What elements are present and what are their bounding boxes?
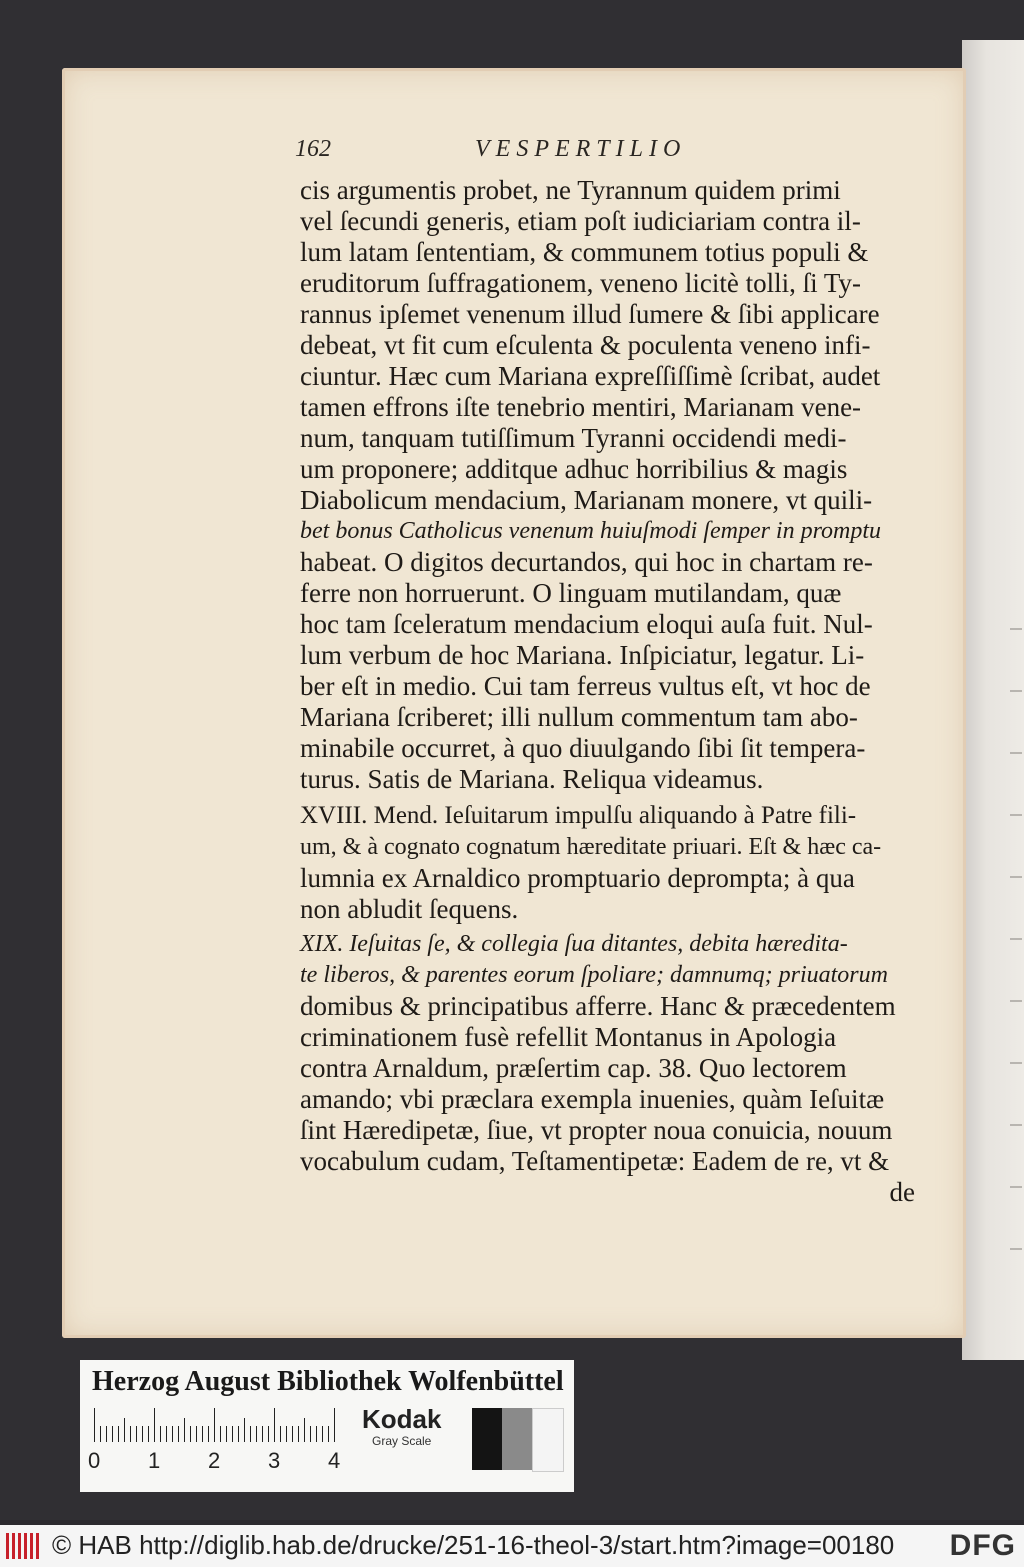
gray-patch-black xyxy=(472,1408,502,1470)
ruler-tick xyxy=(106,1426,107,1442)
ruler-tick xyxy=(286,1426,287,1442)
text-line: non abludit ſequens. xyxy=(300,894,519,924)
ruler-tick xyxy=(202,1426,203,1442)
text-line: lumnia ex Arnaldico promptuario deprompta; à qua xyxy=(300,863,855,893)
footer-bar xyxy=(0,1525,1024,1567)
ruler-tick xyxy=(160,1426,161,1442)
text-line: Diabolicum mendacium, Marianam monere, vt quili- xyxy=(300,485,873,515)
gray-patch-white xyxy=(532,1408,564,1472)
ruler-tick xyxy=(262,1426,263,1442)
ruler-tick xyxy=(220,1426,221,1442)
adjacent-page-marks xyxy=(1010,600,1022,1280)
adjacent-page-edge xyxy=(962,40,1024,1360)
text-line: ſint Hæredipetæ, ſiue, vt propter noua conuicia, nouum xyxy=(300,1115,893,1145)
ruler-tick xyxy=(322,1426,323,1442)
ruler-tick xyxy=(304,1418,305,1442)
text-line: Mariana ſcriberet; illi nullum commentum tam abo- xyxy=(300,702,858,732)
text-line: ferre non horruerunt. O linguam mutilandam, quæ xyxy=(300,578,842,608)
catchword: de xyxy=(889,1177,915,1207)
ruler-tick xyxy=(190,1426,191,1442)
ruler-tick xyxy=(226,1426,227,1442)
ruler-number: 2 xyxy=(208,1448,221,1473)
text-line: contra Arnaldum, præſertim cap. 38. Quo lectorem xyxy=(300,1053,847,1083)
ruler-tick xyxy=(196,1426,197,1442)
text-line: cis argumentis probet, ne Tyrannum quidem primi xyxy=(300,175,841,205)
ruler-tick xyxy=(244,1418,245,1442)
ruler-tick xyxy=(274,1408,275,1442)
ruler-tick xyxy=(112,1426,113,1442)
ruler-tick xyxy=(298,1426,299,1442)
ruler-number: 4 xyxy=(328,1448,341,1473)
ruler-tick xyxy=(142,1426,143,1442)
ruler-tick xyxy=(214,1408,215,1442)
ruler-tick xyxy=(292,1426,293,1442)
running-title: VESPERTILIO xyxy=(475,136,687,162)
ruler-tick xyxy=(184,1418,185,1442)
ruler-tick xyxy=(268,1426,269,1442)
ruler-number: 3 xyxy=(268,1448,281,1473)
text-line: amando; vbi præclara exempla inuenies, quàm Ieſuitæ xyxy=(300,1084,885,1114)
ruler-tick xyxy=(250,1426,251,1442)
ruler-number: 0 xyxy=(88,1448,101,1473)
ruler-tick xyxy=(130,1426,131,1442)
ruler-tick xyxy=(328,1426,329,1442)
text-line: turus. Satis de Mariana. Reliqua videamus. xyxy=(300,764,764,794)
text-line: lum verbum de hoc Mariana. Inſpiciatur, legatur. Li- xyxy=(300,640,865,670)
text-line: bet bonus Catholicus venenum huiuſmodi ſemper in promptu xyxy=(300,518,882,544)
text-line: um, & à cognato cognatum hæreditate priuari. Eſt & hæc ca- xyxy=(300,834,882,860)
text-line: XVIII. Mend. Ieſuitarum impulſu aliquando à Patre fili- xyxy=(300,802,857,829)
kodak-subtitle: Gray Scale xyxy=(372,1434,432,1448)
page-number: 162 xyxy=(295,136,331,162)
ruler-tick xyxy=(124,1418,125,1442)
text-line: habeat. O digitos decurtandos, qui hoc in chartam re- xyxy=(300,547,873,577)
text-line: um proponere; additque adhuc horribilius & magis xyxy=(300,454,848,484)
ruler-tick xyxy=(232,1426,233,1442)
page-header xyxy=(295,136,925,166)
text-line: hoc tam ſceleratum mendacium eloqui auſa fuit. Nul- xyxy=(300,609,873,639)
ruler-tick xyxy=(316,1426,317,1442)
ruler-tick xyxy=(148,1426,149,1442)
ruler-tick xyxy=(118,1426,119,1442)
text-line: tamen effrons iſte tenebrio mentiri, Marianam vene- xyxy=(300,392,862,422)
text-line: lum latam ſententiam, & communem totius populi & xyxy=(300,237,869,267)
library-label-card xyxy=(80,1360,574,1492)
text-line: debeat, vt fit cum eſculenta & poculenta veneno infi- xyxy=(300,330,871,360)
text-line: eruditorum ſuffragationem, veneno licitè tolli, ſi Ty- xyxy=(300,268,861,298)
copyright-url[interactable]: © HAB http://diglib.hab.de/drucke/251-16-theol-3/start.htm?image=00180 xyxy=(52,1530,895,1560)
ruler-tick xyxy=(178,1426,179,1442)
text-line: num, tanquam tutiſſimum Tyranni occidendi medi- xyxy=(300,423,847,453)
text-line: ber eſt in medio. Cui tam ferreus vultus eſt, vt hoc de xyxy=(300,671,871,701)
text-line: domibus & principatibus afferre. Hanc & præcedentem xyxy=(300,991,896,1021)
ruler-tick xyxy=(238,1426,239,1442)
text-line: criminationem fusè refellit Montanus in Apologia xyxy=(300,1022,837,1052)
text-line: ciuntur. Hæc cum Mariana expreſſiſſimè ſcribat, audet xyxy=(300,361,881,391)
ruler-tick xyxy=(166,1426,167,1442)
ruler-tick xyxy=(334,1408,335,1442)
kodak-brand: Kodak xyxy=(362,1404,442,1434)
ruler-number: 1 xyxy=(148,1448,161,1473)
ruler-tick xyxy=(154,1408,155,1442)
ruler-tick xyxy=(256,1426,257,1442)
text-line: rannus ipſemet venenum illud ſumere & ſibi applicare xyxy=(300,299,880,329)
scale-ruler xyxy=(88,1408,354,1473)
text-line: vocabulum cudam, Teſtamentipetæ: Eadem de re, vt & xyxy=(300,1146,890,1176)
ruler-tick xyxy=(208,1426,209,1442)
ruler-tick xyxy=(280,1426,281,1442)
text-line: XIX. Ieſuitas ſe, & collegia ſua ditantes, debita hæredita- xyxy=(300,931,848,957)
ruler-tick xyxy=(172,1426,173,1442)
library-name: Herzog August Bibliothek Wolfenbüttel xyxy=(92,1366,564,1397)
ruler-tick xyxy=(310,1426,311,1442)
hab-logo-icon xyxy=(6,1533,42,1559)
text-line: te liberos, & parentes eorum ſpoliare; damnumq; priuatorum xyxy=(300,962,888,988)
text-line: minabile occurret, à quo diuulgando ſibi ſit tempera- xyxy=(300,733,866,763)
ruler-tick xyxy=(136,1426,137,1442)
ruler-tick xyxy=(94,1408,95,1442)
gray-patch-mid xyxy=(502,1408,532,1470)
dfg-logo: DFG xyxy=(949,1529,1016,1562)
ruler-tick xyxy=(100,1426,101,1442)
text-line: vel ſecundi generis, etiam poſt iudiciariam contra il- xyxy=(300,206,861,236)
